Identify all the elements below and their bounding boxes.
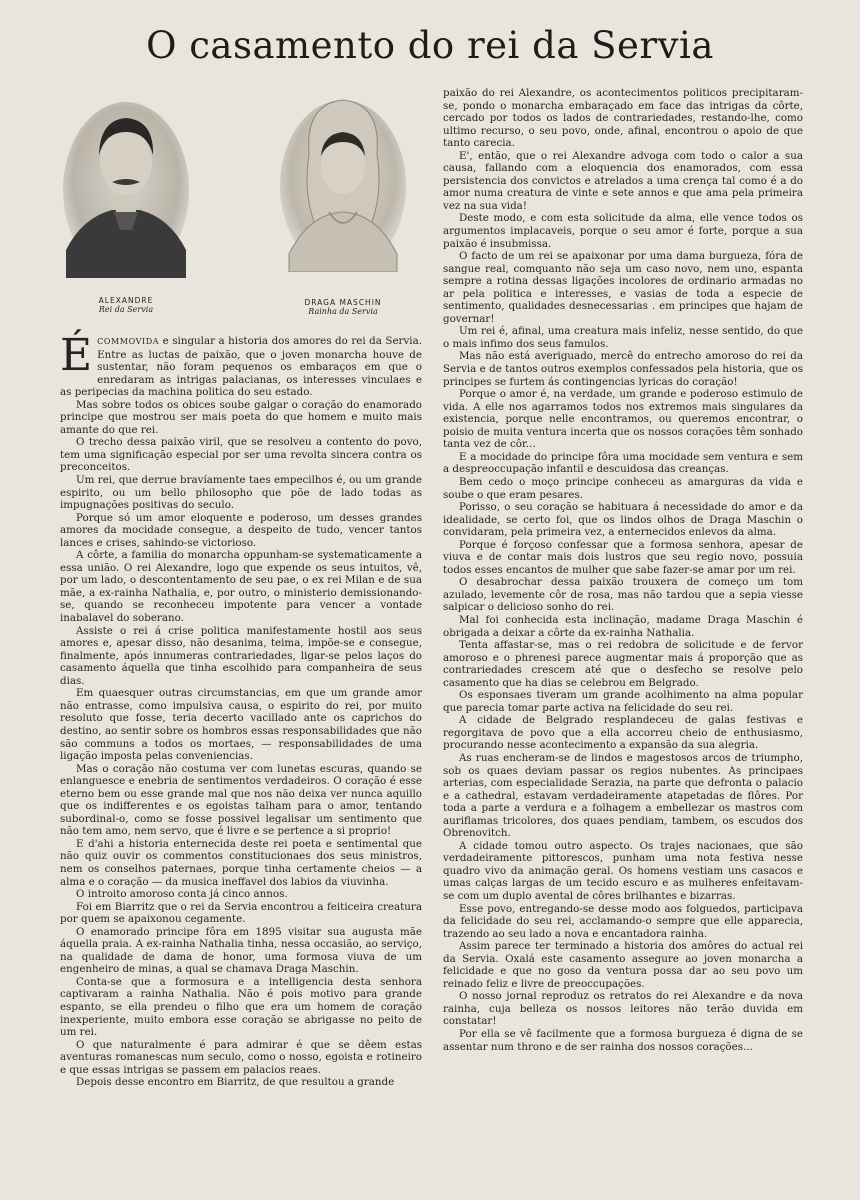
- caption-name: DRAGA MASCHIN: [304, 298, 382, 307]
- paragraph: O que naturalmente é para admirar é que se dêem estas aventuras romanescas num seculo, como o nosso, egoista e rotineiro e que essas intrigas se passem em palacios reaes.: [60, 1038, 422, 1076]
- paragraph: Assiste o rei á crise politica manifestamente hostil aos seus amores e, apesar disso, não desanima, teima, impõe-se e consegue, finalmente, após innumeras contrariedades, ligar-se pelos laços do casamento áquella que tinha escolhido para companheira de seus dias.: [60, 624, 422, 687]
- paragraph: Mal foi conhecida esta inclinação, madame Draga Maschin é obrigada a deixar a côrte da ex-rainha Nathalia.: [443, 613, 803, 639]
- paragraph: O enamorado principe fôra em 1895 visitar sua augusta mãe áquella praia. A ex-rainha Nathalia tinha, nessa occasião, ao serviço, na qualidade de dama de honor, uma formosa viuva de um engenheiro de minas, a qual se chamava Draga Maschin.: [60, 925, 422, 976]
- portrait-alexandre: [62, 100, 190, 278]
- paragraph: Um rei é, afinal, uma creatura mais infeliz, nesse sentido, do que o mais infimo dos seus famulos.: [443, 325, 803, 350]
- paragraph: E a mocidade do principe fôra uma mocidade sem ventura e sem a despreoccupação infantil e descuidosa das creanças.: [443, 450, 803, 476]
- opening-smallcaps: COMMOVIDA: [97, 337, 160, 346]
- paragraph: O desabrochar dessa paixão trouxera de começo um tom azulado, levemente côr de rosa, mas não tardou que a sepia viesse salpicar o delicioso sonho do rei.: [443, 576, 803, 614]
- continuation-paragraph: paixão do rei Alexandre, os acontecimentos politicos precipitaram-se, pondo o monarcha embaraçado em face das intrigas da côrte, cercado por todos os lados de contrariedades, restando-lhe, como ultimo recurso, o seu povo, onde, afinal, encontrou o apoio de que tanto carecia.: [443, 87, 803, 150]
- paragraph: A cidade de Belgrado resplandeceu de galas festivas e regorgitava de povo que a ella accorreu cheio de enthusiasmo, procurando nesse acontecimento a expansão da sua alegria.: [443, 714, 803, 752]
- paragraph: Bem cedo o moço principe conheceu as amarguras da vida e soube o que eram pesares.: [443, 475, 803, 501]
- paragraph: Foi em Biarritz que o rei da Servia encontrou a feiticeira creatura por quem se apaixonou cegamente.: [60, 900, 422, 926]
- left-column: [60, 330, 422, 1089]
- caption-alexandre: [51, 296, 201, 314]
- paragraph: O trecho dessa paixão viril, que se resolveu a contento do povo, tem uma significação especial por ser uma revolta sincera contra os preconceitos.: [60, 436, 422, 474]
- portrait-draga-maschin: [279, 94, 407, 272]
- paragraph: O introito amoroso conta já cinco annos.: [76, 888, 288, 901]
- paragraph: As ruas encheram-se de lindos e magestosos arcos de triumpho, sob os quaes deviam passar os regios nubentes. As principaes arterias, com especialidade Serazia, na parte que defronta o palacio e a cathedral, estavam verdadeiramente atapetadas de flôres. Por toda a parte a verdura e a folhagem a embellezar os mastros com auriflamas tricolores, dos quaes pendiam, tambem, os escudos dos Obrenovitch.: [443, 751, 803, 840]
- caption-role: Rainha da Servia: [308, 307, 378, 316]
- caption-draga: [268, 298, 418, 316]
- caption-role: Rei da Servia: [98, 305, 154, 314]
- right-column: [443, 87, 803, 1053]
- paragraph: Mas não está averiguado, mercê do entrecho amoroso do rei da Servia e de tantos outros exemplos confessados pela historia, que os principes se furtem ás contingencias lyricas do coração!: [443, 350, 803, 388]
- opening-text: e singular a historia dos amores do rei da Servia. Entre as luctas de paixão, que o joven monarcha houve de sustentar, não foram pequenos os embaraços em que o enredaram as intrigas palacianas, os interesses vinculaes e as peripecias da machina politica do seu estado.: [60, 335, 422, 399]
- paragraph: Esse povo, entregando-se desse modo aos folguedos, participava da felicidade do seu rei, acclamando-o sempre que elle apparecia, trazendo ao seu lado a nova e encantadora rainha.: [443, 902, 803, 940]
- paragraph: Assim parece ter terminado a historia dos amôres do actual rei da Servia. Oxalá este casamento assegure ao joven monarcha a felicidade e que no goso da ventura possa dar ao seu povo um reinado feliz e livre de preoccupações.: [443, 940, 803, 990]
- paragraph: Porque o amor é, na verdade, um grande e poderoso estimulo de vida. A elle nos agarramos todos nos extremos mais singulares da existencia, porque nelle encontramos, ou queremos encontrar, o poisio de muita ventura incerta que os nossos corações têm sonhado tanta vez de côr...: [443, 388, 803, 451]
- paragraph: Mas sobre todos os obices soube galgar o coração do enamorado principe que mostrou ser mais poeta do que homem e muito mais amante do que rei.: [60, 398, 422, 436]
- paragraph: Porque é forçoso confessar que a formosa senhora, apesar de viuva e de contar mais dois lustros que seu regio novo, possuia todos esses encantos de mulher que sabe fazer-se amar por um rei.: [443, 538, 803, 576]
- article-title: O casamento do rei da Servia: [146, 24, 714, 67]
- paragraph: Mas o coração não costuma ver com lunetas escuras, quando se enlanguesce e enebria de sentimentos verdadeiros. O coração é esse eterno bem ou esse grande mal que nos não deixa ver nunca aquillo que os indifferentes e os egoistas talham para o amor, tentando subordinal-o, como se fosse possivel legalisar um sentimento que não tem amo, nem servo, que é livre e se pertence a si proprio!: [60, 762, 422, 838]
- paragraph: Porque só um amor eloquente e poderoso, um desses grandes amores da mocidade consegue, a despeito de tudo, vencer tantos lances e crises, sahindo-se victorioso.: [60, 511, 422, 549]
- portrait-alexandre-image: [62, 100, 190, 278]
- paragraph: A cidade tomou outro aspecto. Os trajes nacionaes, que são verdadeiramente pittorescos, punham uma nota festiva nesse quadro vivo da animação geral. Os homens vestiam uns casacos e umas calças largas de um tecido escuro e as mulheres enfeitavam-se com um duplo avental de côres brilhantes e bizarras.: [443, 839, 803, 902]
- opening-paragraph: [60, 330, 422, 399]
- paragraph: Um rei, que derrue bravíamente taes empecilhos é, ou um grande espirito, ou um bello philosopho que põe de lado todas as impugnações positivas do seculo.: [60, 474, 422, 512]
- paragraph: Tenta affastar-se, mas o rei redobra de solicitude e de fervor amoroso e o phrenesi parece augmentar mais á proporção que as contrariedades crescem até que o desfecho se resolve pelo casamento que ha dias se celebrou em Belgrado.: [443, 639, 803, 689]
- paragraph: Por ella se vê facilmente que a formosa burgueza é digna de se assentar num throno e de ser rainha dos nossos corações...: [443, 1028, 803, 1053]
- drop-cap: É: [60, 330, 93, 381]
- paragraph: Depois desse encontro em Biarritz, de que resultou a grande: [76, 1076, 395, 1089]
- paragraph: Em quaesquer outras circumstancias, em que um grande amor não entrasse, como impulsiva causa, o espirito do rei, por muito resoluto que fosse, teria decerto vacillado ante os caprichos do destino, ao sentir sobre os hombros essas responsabilidades que não são communs a todos os mortaes, — responsabilidades de uma ligação imposta pelas conveniencias.: [60, 687, 422, 763]
- paragraph: E d'ahi a historia enternecida deste rei poeta e sentimental que não quiz ouvir os commentos constitucionaes dos seus ministros, nem os conselhos paternaes, porque tinha certamente cheios — a alma e o coração — da musica ineffavel dos labios da viuvinha.: [60, 837, 422, 888]
- paragraph: Deste modo, e com esta solicitude da alma, elle vence todos os argumentos implacaveis, porque o seu amor é forte, porque a sua paixão é insubmissa.: [443, 212, 803, 250]
- paragraph: Conta-se que a formosura e a intelligencia desta senhora captivaram a rainha Nathalia. Não é pois motivo para grande espanto, se ella prendeu o filho que era um homem de coração inexperiente, muito embora esse coração se abrigasse no peito de um rei.: [60, 975, 422, 1039]
- paragraph: Os esponsaes tiveram um grande acolhimento na alma popular que parecia tomar parte activa na felicidade do seu rei.: [443, 689, 803, 714]
- paragraph: O facto de um rei se apaixonar por uma dama burgueza, fóra de sangue real, comquanto não seja um caso novo, nem uno, espanta sempre a rotina dessas ligações incolores de ordinario armadas no ar pela politica e interesses, e vasias de toda a especie de sentimento, qualidades desnecessarias . em principes que hajam de governar!: [443, 250, 803, 325]
- paragraph: O nosso jornal reproduz os retratos do rei Alexandre e da nova rainha, cuja belleza os nossos leitores não terão duvida em constatar!: [443, 990, 803, 1028]
- paragraph: E', então, que o rei Alexandre advoga com todo o calor a sua causa, fallando com a eloquencia dos enamorados, com essa persistencia dos convictos e atrelados a uma crença tal como é a do amor numa creatura de vinte e sete annos e que ama pela primeira vez na sua vida!: [443, 149, 803, 212]
- portrait-draga-image: [279, 94, 407, 272]
- paragraph: Porisso, o seu coração se habituara á necessidade do amor e da idealidade, se certo foi, que os lindos olhos de Draga Maschin o convidaram, pela primeira vez, a enternecidos enlevos da alma.: [443, 501, 803, 539]
- caption-name: ALEXANDRE: [98, 296, 154, 305]
- paragraph: A côrte, a familia do monarcha oppunham-se systematicamente a essa união. O rei Alexandre, logo que expende os seus intuitos, vê, por um lado, o descontentamento de seu pae, o ex rei Milan e de sua mãe, a ex-rainha Nathalia, e, por outro, o ministerio demissionando-se, quando se reconheceu impotente para vencer a vontade inabalavel do soberano.: [60, 549, 422, 625]
